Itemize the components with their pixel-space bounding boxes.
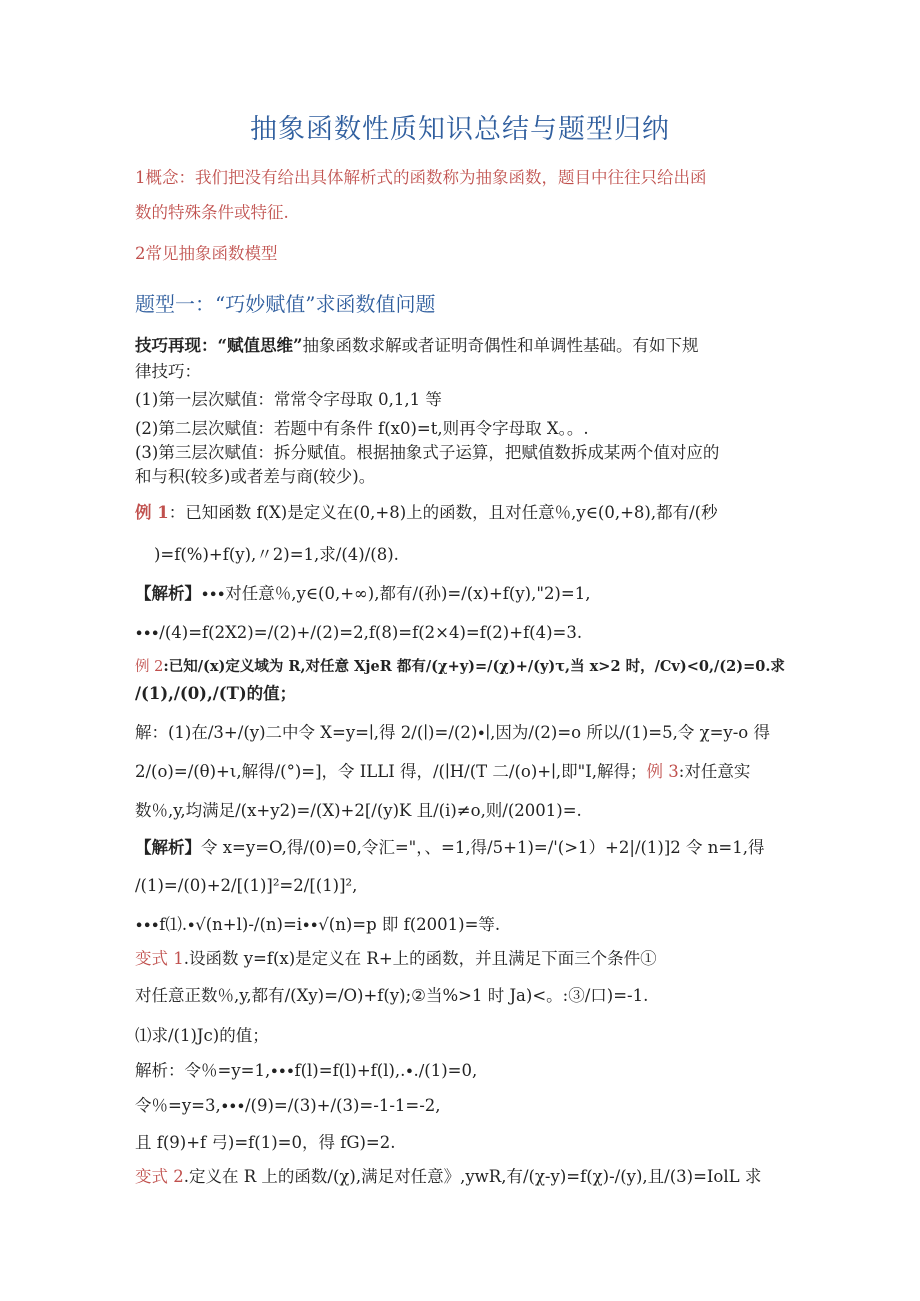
example-3-label: 例 3 — [646, 762, 679, 781]
example-3-line-1: 数％,y,均满足/(x+y2)=/(X)+2[/(y)K 且/(i)≠o,则/(2001)=. — [135, 801, 582, 820]
variant-1-line-1 — [135, 951, 657, 968]
solution-label: 【解析】 — [135, 584, 201, 603]
example-3-intro: :对任意实 — [678, 762, 751, 781]
variant-2-text: .定义在 R 上的函数/(χ),满足对任意》,ywR,有/(χ-y)=f(χ)-/(y),且/(3)=IolL 求 — [183, 1167, 762, 1186]
variant-1-question-1: ⑴求/(1)Jc)的值； — [135, 1026, 269, 1045]
concept-line-1: 1概念：我们把没有给出具体解析式的函数称为抽象函数，题目中往往只给出函 — [135, 168, 707, 187]
example-2-solution-2 — [135, 764, 750, 781]
variant-1-line-2: 对任意正数％,y,都有/(Xy)=/O)+f(y);②当%>1 时 Ja)<。:③/口)=-1. — [135, 986, 649, 1005]
example-1-label: 例 1 — [135, 503, 169, 522]
tips-line-6: 和与积(较多)或者差与商(较少)。 — [135, 467, 376, 486]
tips-line-2: 律技巧： — [135, 362, 201, 381]
concept-line-2: 数的特殊条件或特征. — [135, 203, 289, 222]
tips-lead: 技巧再现：“赋值思维” — [135, 336, 303, 355]
example-2-solution-1: 解：(1)在/3+/(y)二中令 X=y=∣,得 2/(∣)=/(2)∙∣,因为/(2)=o 所以/(1)=5,令 χ=y-o 得 — [135, 723, 770, 742]
variant-1-label: 变式 1 — [135, 949, 184, 968]
example-3-solution-2: /(1)=/(0)+2/[(1)]²=2/[(1)]², — [135, 876, 358, 895]
tips-line-3: (1)第一层次赋值：常常令字母取 0,1,1 等 — [135, 390, 442, 409]
example-1-line-2: )=f(%)+f(y),〃2)=1,求/(4)/(8). — [154, 545, 399, 564]
example-3-solution-1 — [135, 840, 765, 857]
variant-2-label: 变式 2 — [135, 1167, 184, 1186]
solution-label: 【解析】 — [135, 838, 201, 857]
example-1-solution-text: ∙∙∙对任意％,y∈(0,+∞),都有/(孙)=/(x)+f(y),"2)=1, — [201, 584, 591, 603]
variant-1-solution-1: 解析：令％=y=1,∙∙∙f(l)=f(l)+f(l),.∙.∕(1)=0, — [135, 1061, 478, 1080]
example-1-solution-2: ∙∙∙/(4)=f(2X2)=/(2)+/(2)=2,f(8)=f(2×4)=f(2)+f(4)=3. — [135, 623, 583, 642]
example-1-solution-1 — [135, 586, 590, 603]
example-2-text: :已知/(x)定义域为 R,对任意 XjeR 都有/(χ+y)=/(χ)+/(y)τ,当 x>2 时，/Cv)<0,/(2)=0.求 — [163, 658, 785, 675]
tips-line-1 — [135, 338, 698, 355]
variant-1-solution-2: 令％=y=3,∙∙∙/(9)=/(3)+/(3)=-1-1=-2, — [135, 1096, 441, 1115]
tips-line-1-rest: 抽象函数求解或者证明奇偶性和单调性基础。有如下规 — [302, 336, 699, 355]
variant-1-solution-3: 且 f(9)+f 弓)=f(1)=0，得 fG)=2. — [135, 1133, 396, 1152]
section-heading-models: 2常见抽象函数模型 — [135, 244, 278, 263]
example-2-line-2: /(1),/(0),/(T)的值； — [135, 684, 297, 703]
type1-heading: 题型一：“巧妙赋值”求函数值问题 — [135, 292, 436, 316]
example-3-solution-3: ∙∙∙f⑴.∙√(n+l)-/(n)=i∙∙√(n)=p 即 f(2001)=等. — [135, 915, 501, 934]
example-1-line-1 — [135, 505, 718, 522]
example-1-text: ：已知函数 f(X)是定义在(0,+8)上的函数，且对任意％,y∈(0,+8),都有/(秒 — [168, 503, 718, 522]
page-title: 抽象函数性质知识总结与题型归纳 — [250, 114, 670, 145]
example-2-label: 例 2 — [135, 659, 164, 675]
example-2-line-1 — [135, 660, 785, 675]
tips-line-5: (3)第三层次赋值：拆分赋值。根据抽象式子运算，把赋值数拆成某两个值对应的 — [135, 443, 720, 462]
example-3-solution-text: 令 x=y=O,得/(0)=0,令汇="，、=1,得/5+1)=/'(>1）+2|/(1)]2 令 n=1,得 — [201, 838, 765, 857]
variant-2-line-1 — [135, 1169, 761, 1186]
variant-1-text: .设函数 y=f(x)是定义在 R+上的函数，并且满足下面三个条件① — [183, 949, 657, 968]
example-2-solution-2-text: 2/(o)=/(θ)+ι,解得/(°)=]，令 ILLI 得，/(∣H/(T 二/(o)+∣,即"I,解得； — [135, 762, 647, 781]
tips-line-4: (2)第二层次赋值：若题中有条件 f(x0)=t,则再令字母取 X。。. — [135, 419, 589, 438]
